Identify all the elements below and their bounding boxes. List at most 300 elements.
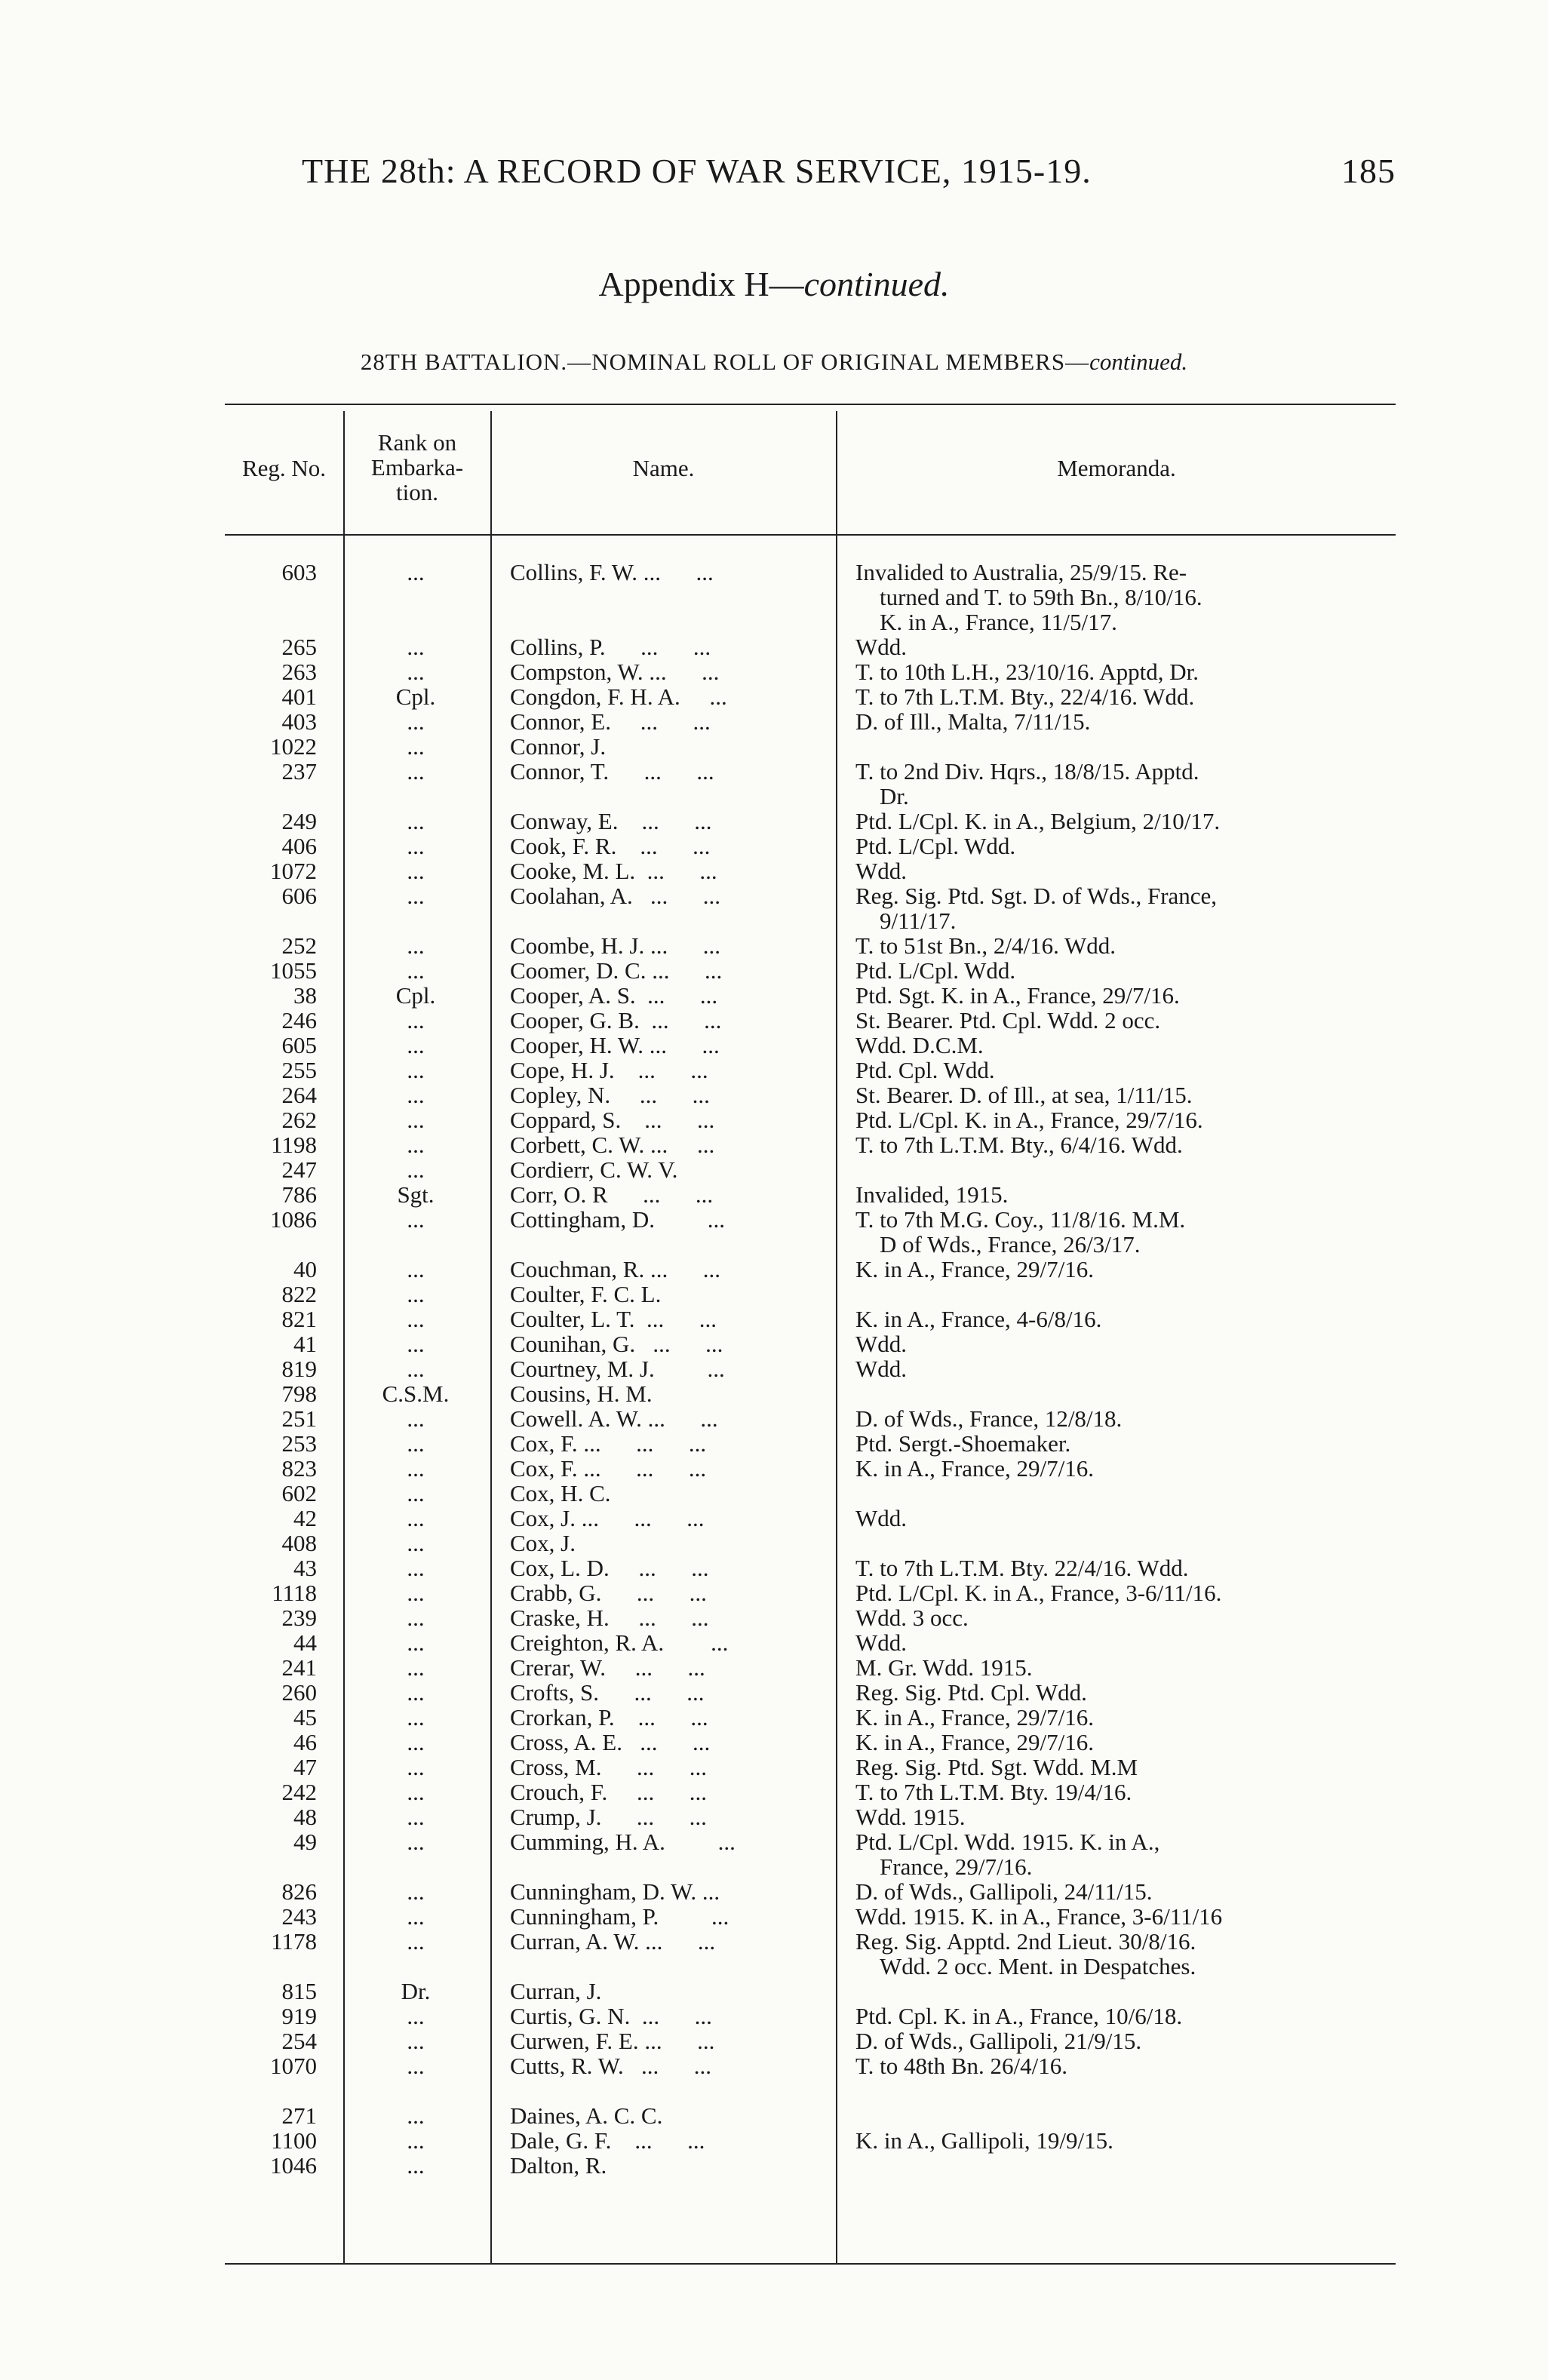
memoranda-cell xyxy=(855,1083,1399,1107)
memoranda-cell xyxy=(855,1033,1399,1058)
memoranda-line: T. to 2nd Div. Hqrs., 18/8/15. Apptd. xyxy=(855,758,1199,785)
reg-no-cell: 255 xyxy=(281,1057,317,1083)
table-row xyxy=(0,1879,1548,1904)
table-row xyxy=(0,1506,1548,1531)
memoranda-line: Wdd. xyxy=(855,858,908,884)
page-number: 185 xyxy=(1341,152,1396,190)
table-row xyxy=(0,1307,1548,1331)
table-row xyxy=(0,1730,1548,1755)
table-row xyxy=(0,933,1548,958)
memoranda-cell xyxy=(855,1406,1399,1431)
name-cell: Copley, N. ... ... xyxy=(510,1082,710,1108)
name-cell: Crorkan, P. ... ... xyxy=(510,1704,708,1730)
memoranda-cell xyxy=(855,1580,1399,1605)
name-cell: Crerar, W. ... ... xyxy=(510,1654,705,1681)
rank-cell: ... xyxy=(407,1356,425,1382)
memoranda-line: Wdd. xyxy=(855,1505,908,1531)
memoranda-line: Reg. Sig. Apptd. 2nd Lieut. 30/8/16. xyxy=(855,1928,1196,1955)
table-row xyxy=(0,883,1548,933)
memoranda-line: Ptd. Sergt.-Shoemaker. xyxy=(855,1430,1071,1457)
rank-cell: ... xyxy=(407,1829,425,1855)
name-cell: Daines, A. C. C. xyxy=(510,2102,663,2129)
name-cell: Cross, M. ... ... xyxy=(510,1754,707,1780)
rank-cell: ... xyxy=(407,1679,425,1706)
rank-cell: ... xyxy=(407,1555,425,1581)
name-cell: Crabb, G. ... ... xyxy=(510,1580,707,1606)
rank-cell: ... xyxy=(407,1629,425,1656)
reg-no-cell: 819 xyxy=(281,1356,317,1382)
name-cell: Connor, T. ... ... xyxy=(510,758,714,785)
rank-cell: ... xyxy=(407,1654,425,1681)
name-cell: Courtney, M. J. ... xyxy=(510,1356,725,1382)
column-header-memo: Memoranda. xyxy=(1057,455,1176,481)
table-row xyxy=(0,1829,1548,1879)
memoranda-line: Ptd. L/Cpl. K. in A., France, 3-6/11/16. xyxy=(855,1580,1222,1606)
table-row xyxy=(0,1107,1548,1132)
column-header-reg: Reg. No. xyxy=(241,455,327,481)
memoranda-line: Ptd. Cpl. K. in A., France, 10/6/18. xyxy=(855,2003,1183,2029)
memoranda-line: D. of Wds., Gallipoli, 24/11/15. xyxy=(855,1878,1153,1905)
table-row xyxy=(0,1456,1548,1481)
memoranda-cell xyxy=(855,933,1399,958)
name-cell: Cox, J. xyxy=(510,1530,576,1556)
table-row xyxy=(0,634,1548,659)
name-cell: Crump, J. ... ... xyxy=(510,1804,707,1830)
memoranda-cell xyxy=(855,1182,1399,1207)
rank-cell: ... xyxy=(407,1928,425,1955)
table-row xyxy=(0,1580,1548,1605)
memoranda-line: Reg. Sig. Ptd. Sgt. D. of Wds., France, xyxy=(855,883,1218,909)
name-cell: Cox, F. ... ... ... xyxy=(510,1430,707,1457)
reg-no-cell: 822 xyxy=(281,1281,317,1307)
reg-no-cell: 1100 xyxy=(271,2127,317,2154)
name-cell: Cox, F. ... ... ... xyxy=(510,1455,707,1482)
rank-cell: ... xyxy=(407,1729,425,1755)
memoranda-cell xyxy=(855,1456,1399,1481)
rank-cell: ... xyxy=(407,1878,425,1905)
rank-cell: ... xyxy=(407,2102,425,2129)
memoranda-line: Ptd. L/Cpl. Wdd. xyxy=(855,957,1016,984)
rank-cell: ... xyxy=(407,1306,425,1332)
rank-cell: ... xyxy=(407,1206,425,1233)
name-cell: Cooper, A. S. ... ... xyxy=(510,982,718,1009)
reg-no-cell: 408 xyxy=(281,1530,317,1556)
memoranda-cell xyxy=(855,709,1399,734)
reg-no-cell: 243 xyxy=(281,1903,317,1930)
name-cell: Conway, E. ... ... xyxy=(510,808,712,834)
table-row xyxy=(0,1157,1548,1182)
name-cell: Coombe, H. J. ... ... xyxy=(510,932,720,959)
rank-header-line: Rank on xyxy=(377,429,457,456)
memoranda-cell xyxy=(855,1605,1399,1630)
name-cell: Cooper, G. B. ... ... xyxy=(510,1007,722,1033)
reg-no-cell: 249 xyxy=(281,808,317,834)
reg-no-cell: 1070 xyxy=(270,2053,317,2079)
memoranda-cell xyxy=(855,2028,1399,2053)
memoranda-line: Wdd. xyxy=(855,634,908,660)
memoranda-line: K. in A., Gallipoli, 19/9/15. xyxy=(855,2127,1113,2154)
memoranda-line: Wdd. xyxy=(855,1331,908,1357)
row-gap xyxy=(0,2078,1548,2103)
memoranda-cell xyxy=(855,1331,1399,1356)
rank-cell: ... xyxy=(407,1331,425,1357)
memoranda-cell xyxy=(855,1755,1399,1780)
rank-cell: ... xyxy=(407,1580,425,1606)
memoranda-line: France, 29/7/16. xyxy=(880,1853,1033,1880)
name-cell: Corbett, C. W. ... ... xyxy=(510,1132,715,1158)
rank-cell: ... xyxy=(407,659,425,685)
table-row xyxy=(0,1331,1548,1356)
memoranda-cell xyxy=(855,1630,1399,1655)
rank-cell: ... xyxy=(407,883,425,909)
reg-no-cell: 42 xyxy=(293,1505,317,1531)
table-row xyxy=(0,759,1548,809)
rank-cell: ... xyxy=(407,957,425,984)
memoranda-cell xyxy=(855,1555,1399,1580)
reg-no-cell: 264 xyxy=(281,1082,317,1108)
table-row xyxy=(0,1655,1548,1680)
name-cell: Cook, F. R. ... ... xyxy=(510,833,711,859)
memoranda-line: Wdd. 3 occ. xyxy=(855,1605,969,1631)
reg-no-cell: 49 xyxy=(293,1829,317,1855)
table-row xyxy=(0,1929,1548,1979)
memoranda-cell xyxy=(855,1829,1399,1879)
name-cell: Cox, L. D. ... ... xyxy=(510,1555,709,1581)
name-cell: Cottingham, D. ... xyxy=(510,1206,726,1233)
rank-cell: ... xyxy=(407,1032,425,1058)
memoranda-line: Wdd. xyxy=(855,1629,908,1656)
table-row xyxy=(0,1481,1548,1506)
reg-no-cell: 47 xyxy=(293,1754,317,1780)
name-cell: Cox, H. C. xyxy=(510,1480,611,1506)
name-cell: Coppard, S. ... ... xyxy=(510,1107,715,1133)
rank-cell: ... xyxy=(407,1779,425,1805)
table-row xyxy=(0,734,1548,759)
reg-no-cell: 41 xyxy=(293,1331,317,1357)
rank-cell: ... xyxy=(407,1405,425,1432)
running-title: THE 28th: A RECORD OF WAR SERVICE, 1915-19. xyxy=(302,152,1092,190)
name-cell: Cordierr, C. W. V. xyxy=(510,1156,678,1183)
memoranda-cell xyxy=(855,834,1399,858)
memoranda-cell xyxy=(855,759,1399,809)
rank-cell: ... xyxy=(407,2003,425,2029)
memoranda-cell xyxy=(855,659,1399,684)
reg-no-cell: 46 xyxy=(293,1729,317,1755)
table-row xyxy=(0,1680,1548,1705)
reg-no-cell: 40 xyxy=(293,1256,317,1282)
rank-header-line: tion. xyxy=(396,479,438,505)
table-row xyxy=(0,1257,1548,1282)
memoranda-cell xyxy=(855,1107,1399,1132)
memoranda-cell xyxy=(855,1132,1399,1157)
memoranda-cell xyxy=(855,1879,1399,1904)
table-row xyxy=(0,1705,1548,1730)
memoranda-line: Wdd. 1915. xyxy=(855,1804,966,1830)
table-row xyxy=(0,2028,1548,2053)
reg-no-cell: 401 xyxy=(281,683,317,710)
rank-cell: ... xyxy=(407,708,425,735)
table-row xyxy=(0,1008,1548,1033)
memoranda-line: turned and T. to 59th Bn., 8/10/16. xyxy=(880,584,1202,610)
reg-no-cell: 605 xyxy=(281,1032,317,1058)
reg-no-cell: 252 xyxy=(281,932,317,959)
rank-cell: ... xyxy=(407,1804,425,1830)
memoranda-line: Wdd. D.C.M. xyxy=(855,1032,984,1058)
memoranda-line: T. to 48th Bn. 26/4/16. xyxy=(855,2053,1068,2079)
reg-no-cell: 241 xyxy=(281,1654,317,1681)
rank-cell: ... xyxy=(407,1107,425,1133)
memoranda-cell xyxy=(855,1257,1399,1282)
memoranda-cell xyxy=(855,1058,1399,1083)
rank-cell: ... xyxy=(407,1605,425,1631)
name-cell: Curwen, F. E. ... ... xyxy=(510,2028,715,2054)
name-cell: Curtis, G. N. ... ... xyxy=(510,2003,712,2029)
memoranda-line: Ptd. L/Cpl. Wdd. xyxy=(855,833,1016,859)
memoranda-line: K. in A., France, 29/7/16. xyxy=(855,1455,1094,1482)
reg-no-cell: 265 xyxy=(281,634,317,660)
table-row xyxy=(0,1406,1548,1431)
memoranda-line: T. to 7th L.T.M. Bty. 19/4/16. xyxy=(855,1779,1132,1805)
reg-no-cell: 606 xyxy=(281,883,317,909)
table-row xyxy=(0,1182,1548,1207)
memoranda-line: K. in A., France, 29/7/16. xyxy=(855,1256,1094,1282)
name-cell: Coolahan, A. ... ... xyxy=(510,883,720,909)
table-row xyxy=(0,1207,1548,1257)
name-cell: Couchman, R. ... ... xyxy=(510,1256,720,1282)
memoranda-line: Wdd. 2 occ. Ment. in Despatches. xyxy=(880,1953,1196,1979)
name-cell: Cunningham, P. ... xyxy=(510,1903,729,1930)
name-cell: Crouch, F. ... ... xyxy=(510,1779,708,1805)
table-row xyxy=(0,1356,1548,1381)
table-row xyxy=(0,1083,1548,1107)
rank-cell: ... xyxy=(407,1480,425,1506)
memoranda-line: Reg. Sig. Ptd. Sgt. Wdd. M.M xyxy=(855,1754,1138,1780)
rank-cell: ... xyxy=(407,1505,425,1531)
memoranda-line: T. to 7th L.T.M. Bty., 22/4/16. Wdd. xyxy=(855,683,1195,710)
reg-no-cell: 260 xyxy=(281,1679,317,1706)
reg-no-cell: 242 xyxy=(281,1779,317,1805)
name-cell: Curran, J. xyxy=(510,1978,602,2004)
memoranda-line: Dr. xyxy=(880,783,909,809)
rank-cell: ... xyxy=(407,1704,425,1730)
subtitle-main: 28TH BATTALION.—NOMINAL ROLL OF ORIGINAL MEMBERS— xyxy=(360,349,1090,375)
reg-no-cell: 919 xyxy=(281,2003,317,2029)
rank-cell: ... xyxy=(407,1281,425,1307)
name-cell: Coulter, L. T. ... ... xyxy=(510,1306,717,1332)
reg-no-cell: 247 xyxy=(281,1156,317,1183)
memoranda-line: Ptd. Sgt. K. in A., France, 29/7/16. xyxy=(855,982,1180,1009)
memoranda-line: Reg. Sig. Ptd. Cpl. Wdd. xyxy=(855,1679,1087,1706)
table-row xyxy=(0,958,1548,983)
memoranda-cell xyxy=(855,883,1399,933)
name-cell: Cunningham, D. W. ... xyxy=(510,1878,720,1905)
table-subtitle xyxy=(0,349,1548,376)
name-cell: Corr, O. R ... ... xyxy=(510,1181,714,1208)
memoranda-cell xyxy=(855,983,1399,1008)
name-cell: Connor, J. xyxy=(510,733,607,760)
memoranda-cell xyxy=(855,1804,1399,1829)
reg-no-cell: 406 xyxy=(281,833,317,859)
table-row xyxy=(0,1058,1548,1083)
table-row xyxy=(0,858,1548,883)
rank-cell: ... xyxy=(407,1132,425,1158)
table-row xyxy=(0,809,1548,834)
reg-no-cell: 271 xyxy=(281,2102,317,2129)
memoranda-cell xyxy=(855,858,1399,883)
memoranda-line: D. of Wds., Gallipoli, 21/9/15. xyxy=(855,2028,1142,2054)
table-row xyxy=(0,1979,1548,2004)
memoranda-cell xyxy=(855,634,1399,659)
reg-no-cell: 798 xyxy=(281,1380,317,1407)
reg-no-cell: 237 xyxy=(281,758,317,785)
memoranda-line: T. to 51st Bn., 2/4/16. Wdd. xyxy=(855,932,1116,959)
memoranda-line: Invalided, 1915. xyxy=(855,1181,1009,1208)
memoranda-cell xyxy=(855,2053,1399,2078)
reg-no-cell: 246 xyxy=(281,1007,317,1033)
rank-cell: Sgt. xyxy=(397,1181,435,1208)
appendix-continued: continued. xyxy=(803,265,950,303)
reg-no-cell: 603 xyxy=(281,559,317,585)
name-cell: Craske, H. ... ... xyxy=(510,1605,709,1631)
reg-no-cell: 823 xyxy=(281,1455,317,1482)
table-row xyxy=(0,560,1548,634)
name-cell: Dalton, R. xyxy=(510,2152,607,2179)
name-cell: Cumming, H. A. ... xyxy=(510,1829,736,1855)
reg-no-cell: 1118 xyxy=(272,1580,317,1606)
memoranda-line: M. Gr. Wdd. 1915. xyxy=(855,1654,1033,1681)
memoranda-line: K. in A., France, 11/5/17. xyxy=(880,609,1117,635)
table-row xyxy=(0,1555,1548,1580)
reg-no-cell: 1046 xyxy=(270,2152,317,2179)
table-row xyxy=(0,1531,1548,1555)
reg-no-cell: 44 xyxy=(293,1629,317,1656)
subtitle-continued: continued. xyxy=(1089,349,1188,375)
rank-cell: ... xyxy=(407,2053,425,2079)
rank-cell: ... xyxy=(407,1530,425,1556)
memoranda-cell xyxy=(855,1431,1399,1456)
rank-cell: ... xyxy=(407,1754,425,1780)
name-cell: Cousins, H. M. xyxy=(510,1380,653,1407)
rank-cell: ... xyxy=(407,634,425,660)
name-cell: Cooper, H. W. ... ... xyxy=(510,1032,720,1058)
reg-no-cell: 826 xyxy=(281,1878,317,1905)
name-cell: Creighton, R. A. ... xyxy=(510,1629,729,1656)
memoranda-line: Ptd. L/Cpl. K. in A., Belgium, 2/10/17. xyxy=(855,808,1221,834)
memoranda-cell xyxy=(855,1904,1399,1929)
rank-cell: ... xyxy=(407,2028,425,2054)
reg-no-cell: 262 xyxy=(281,1107,317,1133)
nominal-roll-table xyxy=(0,560,1548,2178)
table-row xyxy=(0,2004,1548,2028)
rank-cell: ... xyxy=(407,1256,425,1282)
memoranda-cell xyxy=(855,560,1399,634)
rank-cell: Cpl. xyxy=(395,683,436,710)
memoranda-line: K. in A., France, 29/7/16. xyxy=(855,1729,1094,1755)
memoranda-cell xyxy=(855,1207,1399,1257)
reg-no-cell: 786 xyxy=(281,1181,317,1208)
rank-cell: ... xyxy=(407,808,425,834)
table-row xyxy=(0,1381,1548,1406)
memoranda-line: Ptd. Cpl. Wdd. xyxy=(855,1057,995,1083)
rank-cell: ... xyxy=(407,1903,425,1930)
name-cell: Connor, E. ... ... xyxy=(510,708,711,735)
running-header xyxy=(302,151,1396,204)
memoranda-line: T. to 10th L.H., 23/10/16. Apptd, Dr. xyxy=(855,659,1199,685)
rank-cell: ... xyxy=(407,1430,425,1457)
memoranda-line: D. of Ill., Malta, 7/11/15. xyxy=(855,708,1091,735)
memoranda-cell xyxy=(855,1780,1399,1804)
memoranda-line: St. Bearer. Ptd. Cpl. Wdd. 2 occ. xyxy=(855,1007,1161,1033)
column-header-rank xyxy=(344,430,490,505)
rank-cell: ... xyxy=(407,1082,425,1108)
table-row xyxy=(0,2128,1548,2153)
memoranda-cell xyxy=(855,1705,1399,1730)
table-row xyxy=(0,983,1548,1008)
name-cell: Coulter, F. C. L. xyxy=(510,1281,662,1307)
rank-cell: ... xyxy=(407,1007,425,1033)
table-row xyxy=(0,709,1548,734)
rank-cell: ... xyxy=(407,833,425,859)
name-cell: Cross, A. E. ... ... xyxy=(510,1729,711,1755)
memoranda-line: T. to 7th M.G. Coy., 11/8/16. M.M. xyxy=(855,1206,1186,1233)
name-cell: Congdon, F. H. A. ... xyxy=(510,683,727,710)
reg-no-cell: 821 xyxy=(281,1306,317,1332)
memoranda-cell xyxy=(855,1730,1399,1755)
reg-no-cell: 253 xyxy=(281,1430,317,1457)
table-header-rule xyxy=(225,534,1396,536)
memoranda-line: Wdd. xyxy=(855,1356,908,1382)
memoranda-line: Wdd. 1915. K. in A., France, 3-6/11/16 xyxy=(855,1903,1223,1930)
table-top-rule xyxy=(225,404,1396,405)
memoranda-cell xyxy=(855,2004,1399,2028)
memoranda-line: T. to 7th L.T.M. Bty. 22/4/16. Wdd. xyxy=(855,1555,1189,1581)
memoranda-cell xyxy=(855,1008,1399,1033)
name-cell: Curran, A. W. ... ... xyxy=(510,1928,716,1955)
rank-cell: ... xyxy=(407,2127,425,2154)
memoranda-line: Ptd. L/Cpl. Wdd. 1915. K. in A., xyxy=(855,1829,1160,1855)
memoranda-cell xyxy=(855,809,1399,834)
rank-cell: ... xyxy=(407,932,425,959)
table-row xyxy=(0,1755,1548,1780)
table-row xyxy=(0,2103,1548,2128)
rank-cell: ... xyxy=(407,2152,425,2179)
name-cell: Collins, P. ... ... xyxy=(510,634,711,660)
memoranda-cell xyxy=(855,958,1399,983)
appendix-title: Appendix H— xyxy=(598,265,804,303)
memoranda-line: D of Wds., France, 26/3/17. xyxy=(880,1231,1141,1258)
table-row xyxy=(0,659,1548,684)
reg-no-cell: 43 xyxy=(293,1555,317,1581)
memoranda-cell xyxy=(855,1929,1399,1979)
rank-cell: ... xyxy=(407,1156,425,1183)
reg-no-cell: 602 xyxy=(281,1480,317,1506)
table-row xyxy=(0,1282,1548,1307)
memoranda-cell xyxy=(855,684,1399,709)
table-row xyxy=(0,1904,1548,1929)
reg-no-cell: 1055 xyxy=(270,957,317,984)
reg-no-cell: 251 xyxy=(281,1405,317,1432)
table-row xyxy=(0,1033,1548,1058)
table-bottom-rule xyxy=(225,2263,1396,2265)
name-cell: Crofts, S. ... ... xyxy=(510,1679,705,1706)
rank-cell: ... xyxy=(407,1057,425,1083)
rank-cell: ... xyxy=(407,858,425,884)
reg-no-cell: 239 xyxy=(281,1605,317,1631)
memoranda-cell xyxy=(855,1680,1399,1705)
rank-cell: ... xyxy=(407,1455,425,1482)
memoranda-cell xyxy=(855,1356,1399,1381)
reg-no-cell: 263 xyxy=(281,659,317,685)
